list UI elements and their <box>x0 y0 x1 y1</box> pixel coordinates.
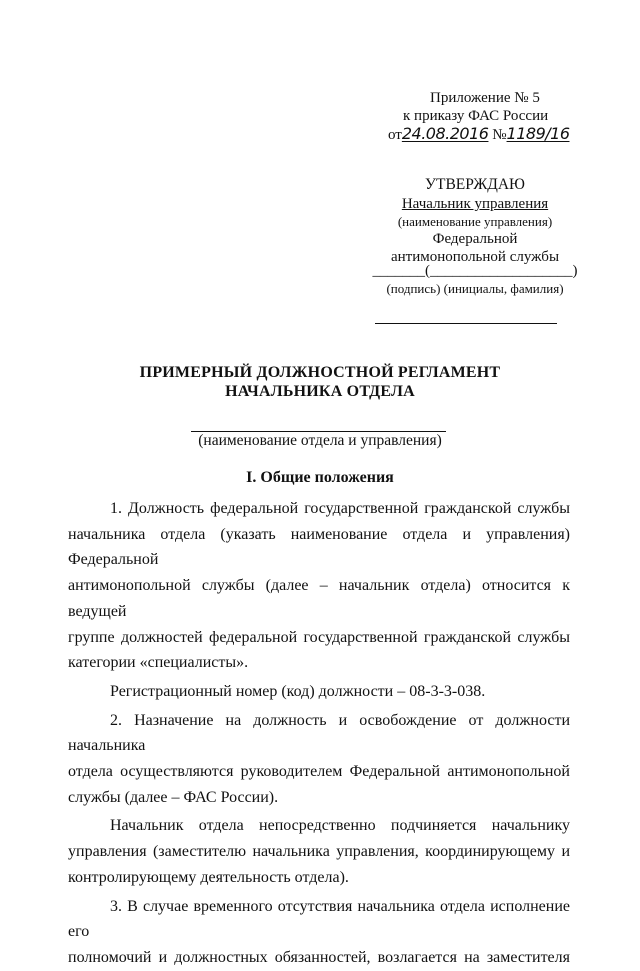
paragraph-3 <box>68 708 570 811</box>
appendix-line-1: Приложение № 5 <box>430 90 540 106</box>
paragraph-line: группе должностей федеральной государственной гражданской службы <box>68 628 570 646</box>
paragraph-line: категории «специалисты». <box>68 654 249 672</box>
paragraph-line: управления (заместителю начальника управления, координирующему и <box>68 843 570 861</box>
appendix-number-label: № <box>492 127 507 143</box>
appendix-number: 1189/16 <box>506 124 570 143</box>
approval-position: Начальник управления <box>401 196 549 212</box>
paragraph-5 <box>68 894 570 971</box>
paragraph-line: антимонопольной службы (далее – начальник отдела) относится к ведущей <box>68 577 570 620</box>
paragraph-4 <box>68 813 570 890</box>
document-title-line-2: НАЧАЛЬНИКА ОТДЕЛА <box>225 383 415 400</box>
paragraph-line: службы (далее – ФАС России). <box>68 788 279 806</box>
paragraph-line: 2. Назначение на должность и освобождение от должности начальника <box>68 711 570 755</box>
approval-signature-caption: (подпись) (инициалы, фамилия) <box>386 281 564 296</box>
paragraph-line: начальника отдела (указать наименование отдела и управления) Федеральной <box>68 525 570 569</box>
paragraph-line: полномочий и должностных обязанностей, возлагается на заместителя <box>68 948 570 966</box>
appendix-order-ref <box>388 124 570 145</box>
appendix-line-2: к приказу ФАС России <box>403 108 549 124</box>
document-title-line-1: ПРИМЕРНЫЙ ДОЛЖНОСТНОЙ РЕГЛАМЕНТ <box>139 364 501 381</box>
approval-signature-blank: _______(___________________) <box>372 263 578 279</box>
paragraph-line: 3. В случае временного отсутствия начальника отдела исполнение его <box>68 897 570 941</box>
approval-position-caption: (наименование управления) <box>397 214 553 229</box>
paragraph-line: 1. Должность федеральной государственной гражданской службы <box>110 500 570 517</box>
approval-org-line-1: Федеральной <box>432 231 518 247</box>
department-name-caption: (наименование отдела и управления) <box>198 432 442 449</box>
approval-org-line-2: антимонопольной службы <box>390 249 560 265</box>
appendix-from-label: от <box>388 127 402 143</box>
paragraph-line: контролирующему деятельность отдела). <box>68 868 349 886</box>
paragraph-line: Начальник отдела непосредственно подчиняется начальнику <box>110 817 570 835</box>
paragraph-line: отдела осуществляются руководителем Федеральной антимонопольной <box>68 763 570 781</box>
date-line <box>375 323 557 324</box>
section-heading: I. Общие положения <box>246 469 394 486</box>
approval-heading: УТВЕРЖДАЮ <box>425 176 525 193</box>
paragraph-2: Регистрационный номер (код) должности – 08-3-3-038. <box>110 682 486 700</box>
paragraph-1 <box>68 496 570 676</box>
section-body <box>68 496 570 971</box>
appendix-date: 24.08.2016 <box>401 124 489 143</box>
